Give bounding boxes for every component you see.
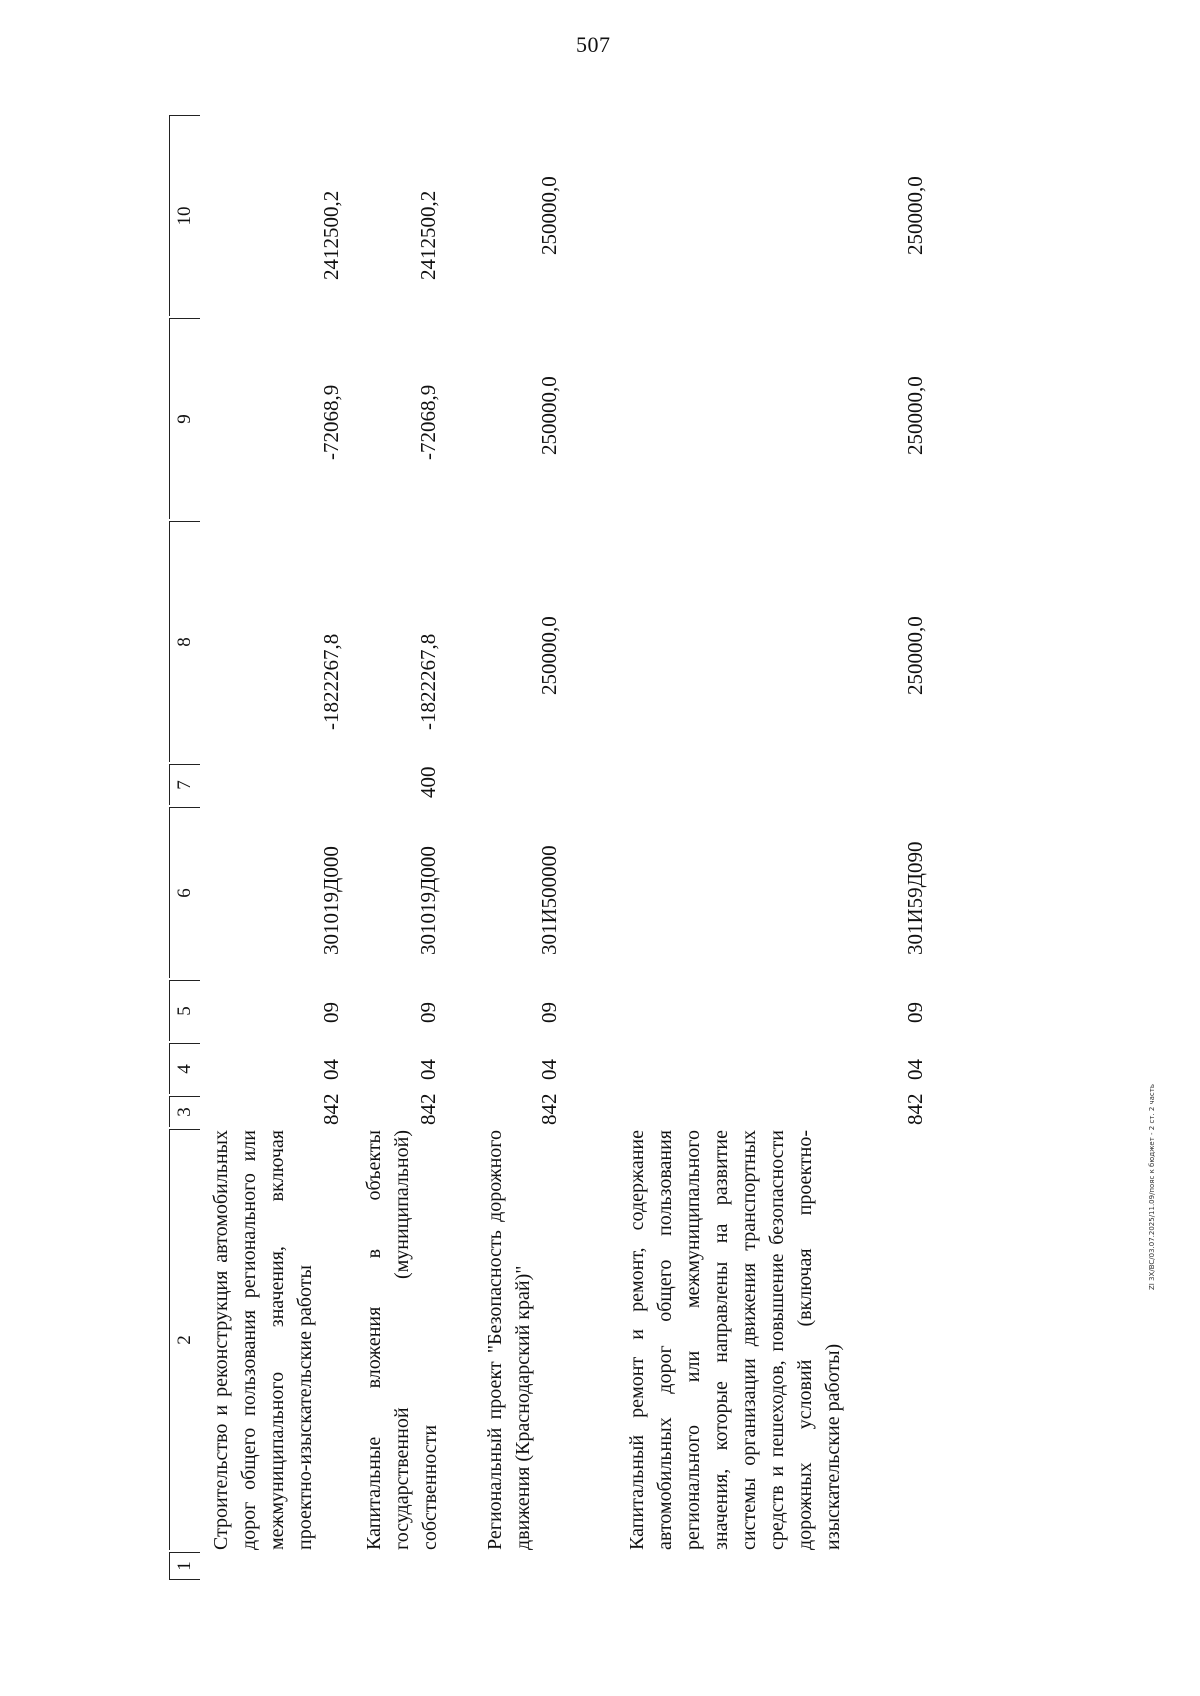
cell-col-9: -72068,9 <box>319 384 343 460</box>
cell-col-7: 400 <box>416 766 440 798</box>
cell-col-6: 301И59Д090 <box>903 841 927 955</box>
cell-col-8: 250000,0 <box>903 616 927 695</box>
cell-col-3: 842 <box>416 1093 440 1125</box>
cell-col-10: 2412500,2 <box>416 190 440 280</box>
header-col-2: 2 <box>169 1129 200 1550</box>
header-col-1: 1 <box>169 1552 200 1580</box>
cell-col-9: 250000,0 <box>537 376 561 455</box>
row-description: Строительство и реконструкция автомобильных дорог общего пользования регионального или межмуниципального значения, включая проектно-изыскательские работы <box>210 1130 316 1550</box>
cell-col-9: -72068,9 <box>416 384 440 460</box>
header-col-7: 7 <box>169 764 200 805</box>
row-description: Капитальный ремонт и ремонт, содержание автомобильных дорог общего пользования регионального или межмуниципального значения, которые направлены на развитие системы организации движения транспортных средств и пешеходов, повышение безопасности дорожных условий (включая проектно-изыскательские работы) <box>626 1130 844 1550</box>
table-header <box>165 95 207 1580</box>
table-row <box>207 95 343 1580</box>
budget-table <box>165 95 1175 1580</box>
cell-col-6: 301И500000 <box>537 845 561 955</box>
cell-col-4: 04 <box>319 1059 343 1080</box>
cell-col-5: 09 <box>903 1002 927 1023</box>
cell-col-6: 301019Д000 <box>416 846 440 955</box>
cell-col-4: 04 <box>416 1059 440 1080</box>
cell-col-5: 09 <box>537 1002 561 1023</box>
row-description: Региональный проект "Безопасность дорожного движения (Краснодарский край)" <box>484 1130 534 1550</box>
header-col-9: 9 <box>169 318 200 519</box>
cell-col-3: 842 <box>903 1093 927 1125</box>
header-col-3: 3 <box>169 1096 200 1127</box>
header-col-10: 10 <box>169 115 200 316</box>
cell-col-5: 09 <box>319 1002 343 1023</box>
cell-col-8: -1822267,8 <box>319 633 343 730</box>
header-col-5: 5 <box>169 980 200 1041</box>
table-row <box>481 95 576 1580</box>
cell-col-10: 250000,0 <box>903 176 927 255</box>
cell-col-10: 2412500,2 <box>319 190 343 280</box>
cell-col-9: 250000,0 <box>903 376 927 455</box>
page-number: 507 <box>576 32 611 57</box>
header-col-4: 4 <box>169 1043 200 1094</box>
cell-col-4: 04 <box>903 1059 927 1080</box>
row-description: Капитальные вложения в объекты государственной (муниципальной) собственности <box>363 1130 441 1550</box>
cell-col-3: 842 <box>537 1093 561 1125</box>
cell-col-8: 250000,0 <box>537 616 561 695</box>
cell-col-4: 04 <box>537 1059 561 1080</box>
cell-col-8: -1822267,8 <box>416 633 440 730</box>
table-row <box>623 95 927 1580</box>
cell-col-6: 301019Д000 <box>319 846 343 955</box>
cell-col-3: 842 <box>319 1093 343 1125</box>
footer-note: ZI 3X/BC/03.07.2025/11.09/пояс к бюджет - 2 ст. 2 часть <box>1148 1084 1156 1290</box>
table-row <box>360 95 455 1580</box>
header-col-8: 8 <box>169 521 200 762</box>
cell-col-5: 09 <box>416 1002 440 1023</box>
header-col-6: 6 <box>169 807 200 978</box>
cell-col-10: 250000,0 <box>537 176 561 255</box>
